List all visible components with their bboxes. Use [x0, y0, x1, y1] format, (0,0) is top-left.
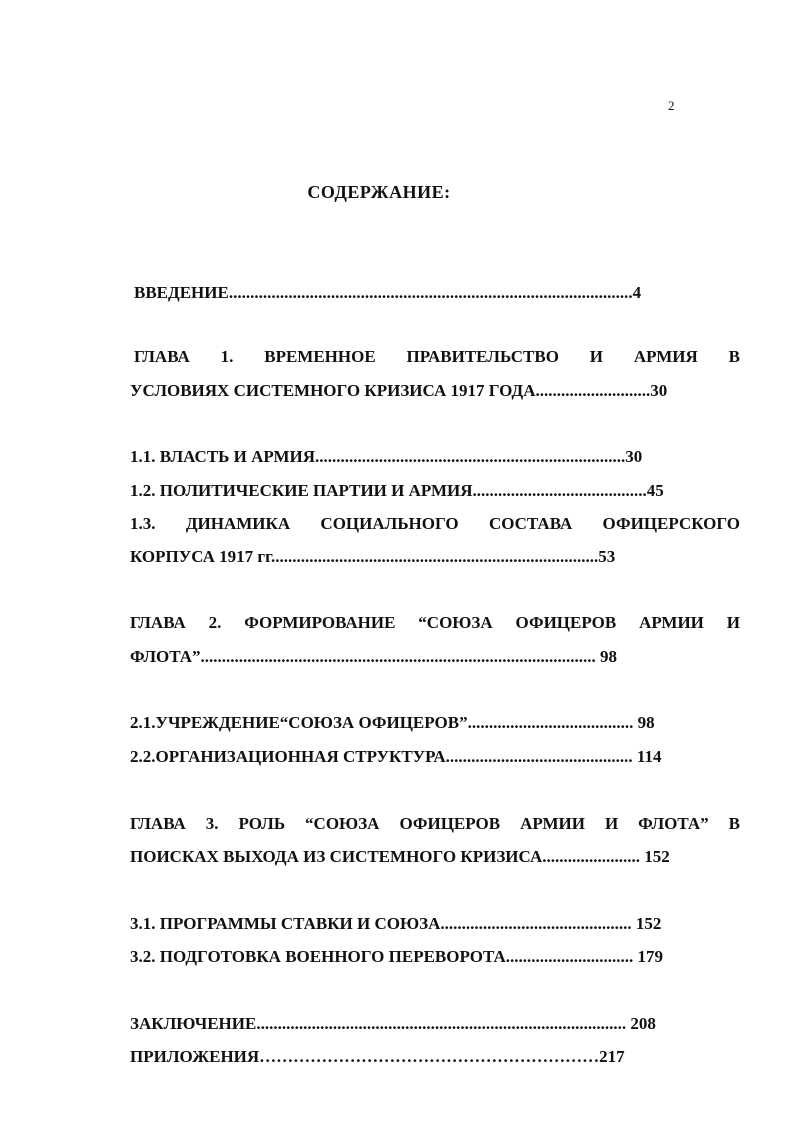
- toc-dots: .......................................: [467, 713, 634, 732]
- toc-page: 217: [599, 1047, 625, 1066]
- toc-entry-text: КОРПУСА 1917 гг: [130, 547, 271, 566]
- toc-page: 30: [625, 447, 643, 466]
- toc-page: 98: [599, 647, 617, 666]
- toc-page: 114: [636, 747, 662, 766]
- toc-dots: .............................................................................: [270, 547, 599, 566]
- toc-dots: ……………………………………………………: [259, 1047, 600, 1066]
- toc-entry-section-2-2: [130, 746, 661, 768]
- toc-entry-text: 3.2. ПОДГОТОВКА ВОЕННОГО ПЕРЕВОРОТА: [130, 947, 506, 966]
- toc-dots: .........................................: [472, 481, 647, 500]
- toc-entry-text: 2.1.УЧРЕЖДЕНИЕ“СОЮЗА ОФИЦЕРОВ”: [130, 713, 468, 732]
- toc-entry-text: ЗАКЛЮЧЕНИЕ: [130, 1014, 257, 1033]
- toc-entry-section-1-3-line-2: [130, 546, 615, 568]
- toc-entry-section-2-1: [130, 712, 655, 734]
- toc-dots: .........................................................................: [315, 447, 626, 466]
- toc-page: 30: [650, 381, 668, 400]
- toc-title: СОДЕРЖАНИЕ:: [307, 182, 451, 202]
- toc-entry-text: 1.1. ВЛАСТЬ И АРМИЯ: [130, 447, 315, 466]
- toc-entry-text: ФЛОТА”: [130, 647, 201, 666]
- toc-entry-conclusion: [130, 1013, 656, 1035]
- toc-page: 53: [598, 547, 616, 566]
- toc-entry-chapter-3-line-1: ГЛАВА 3. РОЛЬ “СОЮЗА ОФИЦЕРОВ АРМИИ И ФЛОТА” В: [130, 814, 740, 833]
- toc-entry-intro: [134, 282, 641, 304]
- toc-entry-text: ПРИЛОЖЕНИЯ: [130, 1047, 260, 1066]
- toc-entry-appendix: [130, 1046, 625, 1068]
- toc-entry-section-1-3-line-1: 1.3. ДИНАМИКА СОЦИАЛЬНОГО СОСТАВА ОФИЦЕРСКОГО: [130, 514, 740, 533]
- toc-entry-section-1-1: [130, 446, 642, 468]
- toc-entry-chapter-3-line-2: [130, 846, 670, 868]
- toc-dots: ...........................: [535, 381, 651, 400]
- toc-entry-chapter-1-line-1: ГЛАВА 1. ВРЕМЕННОЕ ПРАВИТЕЛЬСТВО И АРМИЯ В: [134, 347, 740, 366]
- toc-entry-text: 2.2.ОРГАНИЗАЦИОННАЯ СТРУКТУРА: [130, 747, 446, 766]
- toc-entry-section-3-1: [130, 913, 661, 935]
- toc-page: 208: [630, 1014, 656, 1033]
- toc-dots: .......................: [542, 847, 640, 866]
- toc-entry-chapter-2-line-2: [130, 646, 617, 668]
- toc-dots: .............................................................................................: [200, 647, 596, 666]
- toc-entry-text: ВВЕДЕНИЕ: [134, 283, 229, 302]
- toc-page: 45: [646, 481, 664, 500]
- toc-page: 179: [637, 947, 664, 966]
- toc-page: 98: [637, 713, 655, 732]
- toc-entry-section-1-2: [130, 480, 664, 502]
- toc-entry-section-3-2: [130, 946, 663, 968]
- toc-entry-text: 1.2. ПОЛИТИЧЕСКИЕ ПАРТИИ И АРМИЯ: [130, 481, 473, 500]
- toc-dots: ..............................: [505, 947, 634, 966]
- toc-dots: ............................................: [445, 747, 633, 766]
- toc-entry-text: УСЛОВИЯХ СИСТЕМНОГО КРИЗИСА 1917 ГОДА: [130, 381, 536, 400]
- toc-entry-text: 3.1. ПРОГРАММЫ СТАВКИ И СОЮЗА: [130, 914, 441, 933]
- toc-dots: .......................................................................................: [256, 1014, 627, 1033]
- toc-entry-chapter-2-line-1: ГЛАВА 2. ФОРМИРОВАНИЕ “СОЮЗА ОФИЦЕРОВ АРМИИ И: [130, 613, 740, 632]
- toc-page: 152: [635, 914, 662, 933]
- toc-page: 152: [644, 847, 670, 866]
- toc-entry-chapter-1-line-2: [130, 380, 667, 402]
- toc-dots: ...............................................................................................: [228, 283, 633, 302]
- toc-dots: .............................................: [440, 914, 632, 933]
- page-number: 2: [668, 98, 675, 113]
- toc-entry-text: ПОИСКАХ ВЫХОДА ИЗ СИСТЕМНОГО КРИЗИСА: [130, 847, 543, 866]
- toc-page: 4: [632, 283, 642, 302]
